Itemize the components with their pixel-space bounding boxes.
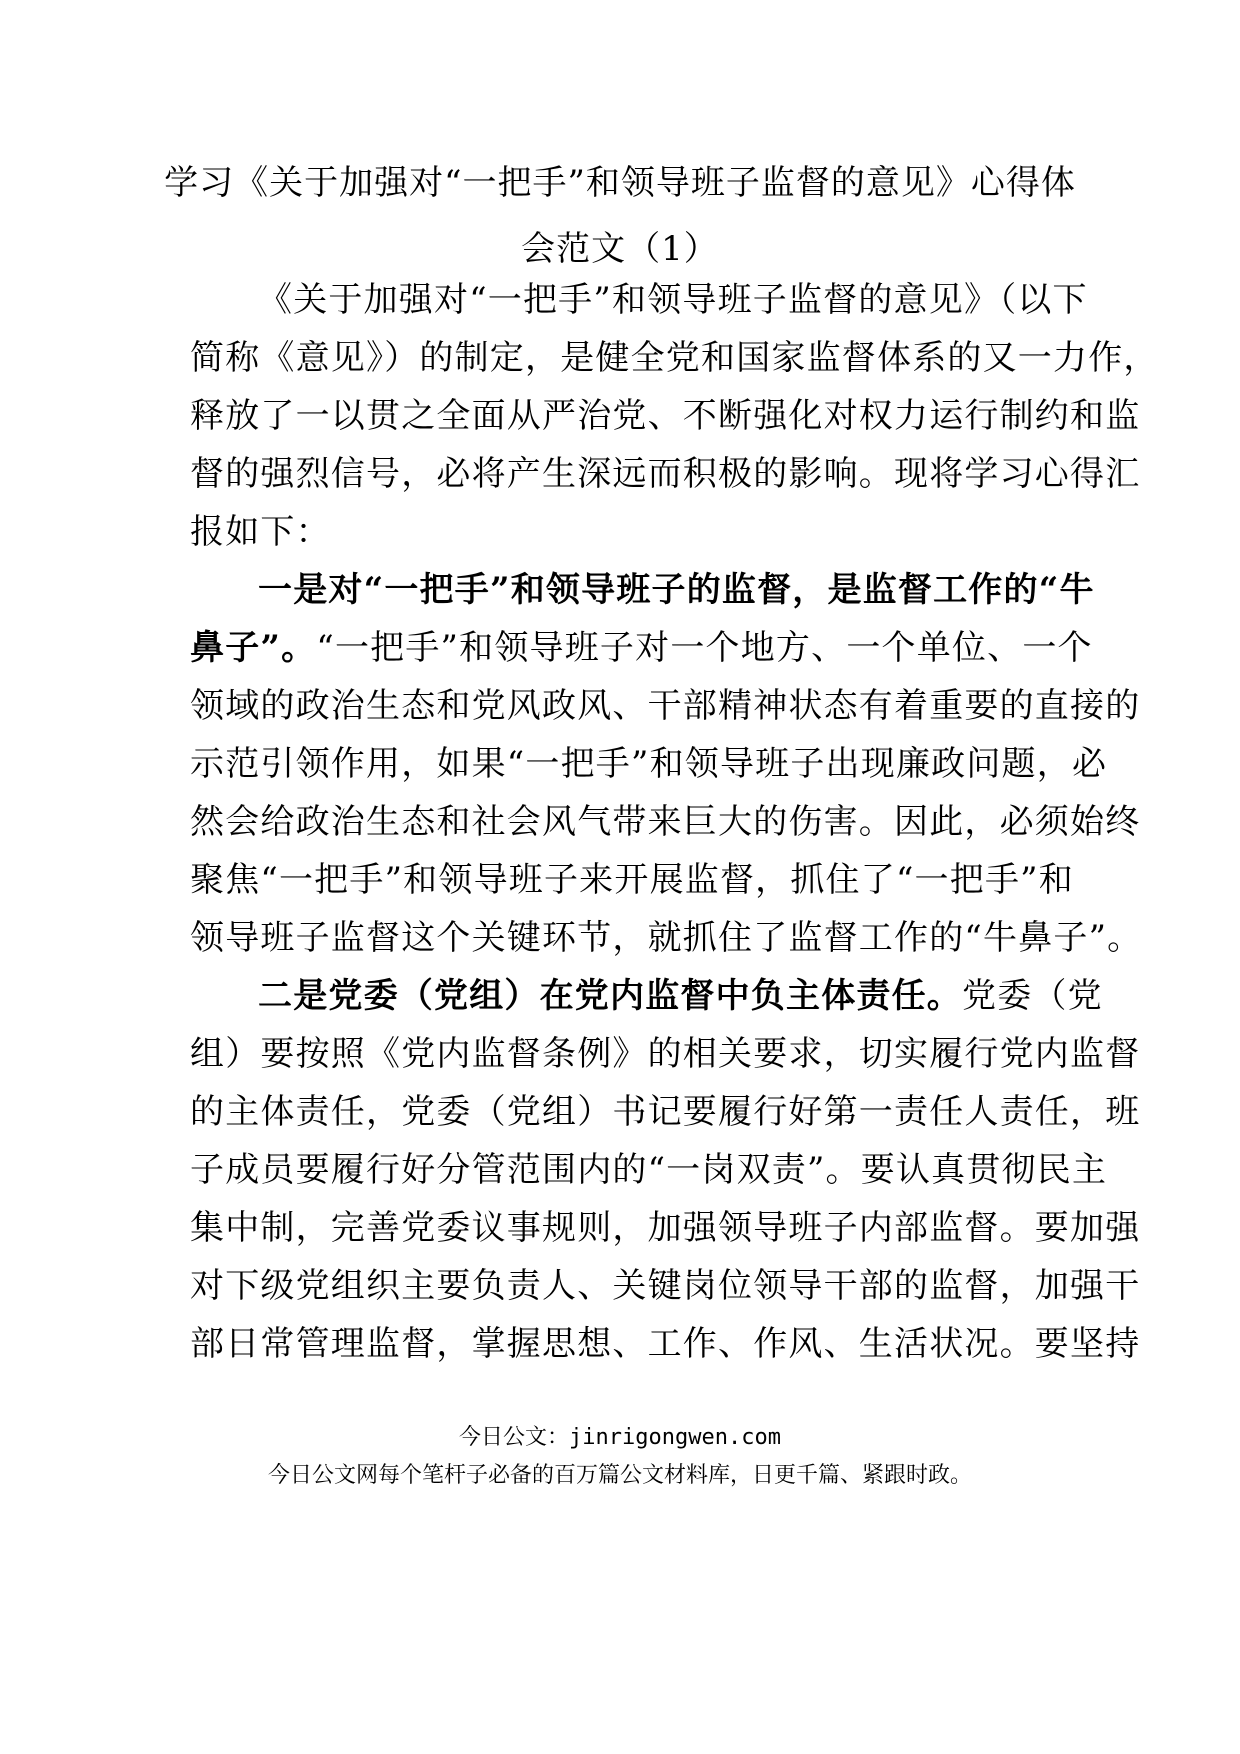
para2-heading-end: 鼻子”。	[190, 628, 317, 668]
para3-line-1	[258, 976, 1128, 1016]
para3-heading: 二是党委（党组）在党内监督中负主体责任。	[258, 976, 962, 1016]
para3-line-1-text: 党委（党	[962, 976, 1103, 1016]
para2-line-5: 然会给政治生态和社会风气带来巨大的伤害。因此，必须始终	[190, 802, 1141, 842]
para1-line-1: 《关于加强对“一把手”和领导班子监督的意见》（以下	[258, 280, 1088, 320]
para3-line-2: 组）要按照《党内监督条例》的相关要求，切实履行党内监督	[190, 1034, 1141, 1074]
para2-line-6: 聚焦“一把手”和领导班子来开展监督，抓住了“一把手”和	[190, 860, 1074, 900]
para3-line-6: 对下级党组织主要负责人、关键岗位领导干部的监督，加强干	[190, 1266, 1141, 1306]
para3-line-7: 部日常管理监督，掌握思想、工作、作风、生活状况。要坚持	[190, 1324, 1141, 1364]
para2-heading-line-1: 一是对“一把手”和领导班子的监督，是监督工作的“牛	[258, 570, 1095, 610]
footer-site-link[interactable]: jinrigongwen.com	[569, 1425, 781, 1450]
para2-line-2-text: “一把手”和领导班子对一个地方、一个单位、一个	[316, 628, 1093, 668]
para1-line-2: 简称《意见》）的制定，是健全党和国家监督体系的又一力作，	[190, 338, 1159, 378]
footer-slogan: 今日公文网每个笔杆子必备的百万篇公文材料库，日更千篇、紧跟时政。	[267, 1463, 972, 1488]
para2-line-7: 领导班子监督这个关键环节，就抓住了监督工作的“牛鼻子”。	[190, 918, 1143, 958]
para1-line-3: 释放了一以贯之全面从严治党、不断强化对权力运行制约和监	[190, 396, 1141, 436]
document-title	[150, 150, 1090, 282]
footer-site-label: 今日公文：	[459, 1425, 570, 1450]
para3-line-4: 子成员要履行好分管范围内的“一岗双责”。要认真贯彻民主	[190, 1150, 1108, 1190]
para3-line-5: 集中制，完善党委议事规则，加强领导班子内部监督。要加强	[190, 1208, 1141, 1248]
para1-line-4: 督的强烈信号，必将产生深远而积极的影响。现将学习心得汇	[190, 454, 1141, 494]
para2-line-3: 领域的政治生态和党风政风、干部精神状态有着重要的直接的	[190, 686, 1141, 726]
para2-line-2	[190, 628, 1093, 668]
title-line-1: 学习《关于加强对“一把手”和领导班子监督的意见》心得体	[164, 163, 1076, 203]
para3-line-3: 的主体责任，党委（党组）书记要履行好第一责任人责任，班	[190, 1092, 1141, 1132]
para1-line-5: 报如下：	[190, 512, 331, 552]
title-line-2: 会范文（1）	[521, 229, 719, 269]
footer-site	[0, 1420, 1240, 1451]
para2-line-4: 示范引领作用，如果“一把手”和领导班子出现廉政问题，必	[190, 744, 1108, 784]
